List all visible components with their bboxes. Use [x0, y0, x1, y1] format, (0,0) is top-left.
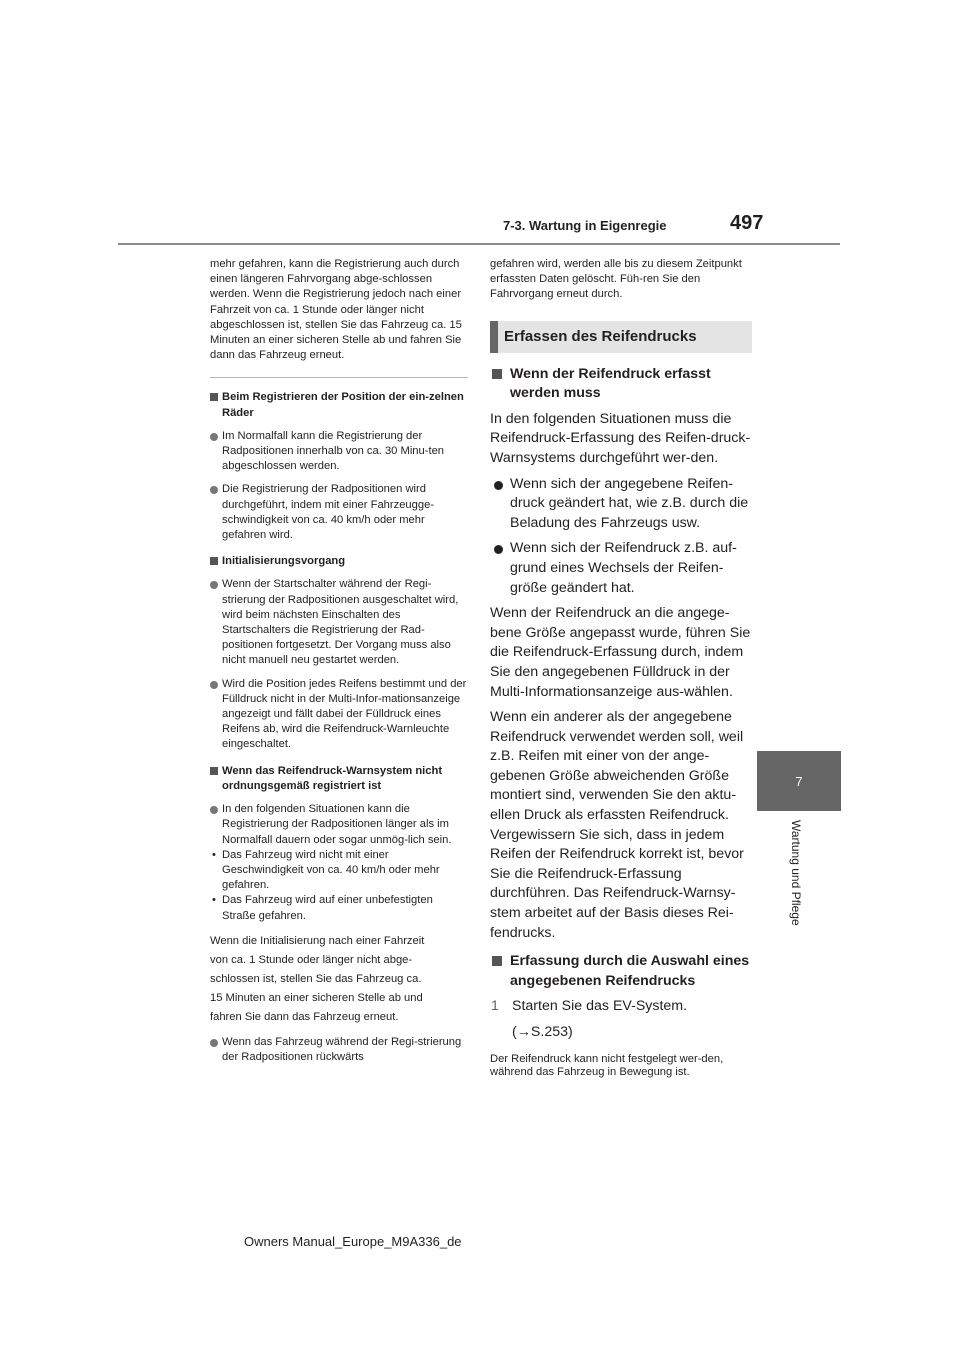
section-divider: [210, 377, 468, 378]
list-item: In den folgenden Situationen kann die Registrierung der Radpositionen länger als im Normalfall dauern oder sogar unmög-lich sein.: [210, 802, 468, 848]
text-line: von ca. 1 Stunde oder länger nicht abge-: [210, 953, 413, 966]
list-item: Wenn sich der angegebene Reifen-druck geändert hat, wie z.B. durch die Beladung des Fahrzeugs usw.: [490, 475, 752, 534]
subheading-selection: Erfassung durch die Auswahl eines angegebenen Reifendrucks: [490, 952, 752, 991]
section-header-title: 7-3. Wartung in Eigenregie: [503, 218, 667, 233]
square-bullet-icon: [492, 956, 502, 966]
chapter-number: 7: [795, 773, 803, 789]
round-bullet-icon: [210, 806, 218, 814]
round-bullet-icon: [210, 681, 218, 689]
body-paragraph: In den folgenden Situationen muss die Reifendruck-Erfassung des Reifen-druck-Warnsystems durchgeführt wer-den.: [490, 410, 751, 466]
body-paragraph: Wenn ein anderer als der angegebene Reifendruck verwendet werden soll, weil z.B. Reifen mit einer von der ange-gebenen Größe abweichenden Größe montiert sind, verwenden Sie den aktu-ellen Druck als erfassten Reifendruck. Vergewissern Sie sich, dass in jedem Reifen der Reifendruck korrekt ist, bevor Sie die Reifendruck-Erfassung durchführen. Das Reifendruck-Warnsy-stem arbeitet auf der Basis dieses Rei-fendrucks.: [490, 709, 744, 941]
text-line: Wenn die Initialisierung nach einer Fahrzeit: [210, 934, 425, 947]
text-line: schlossen ist, stellen Sie das Fahrzeug ca.: [210, 972, 422, 985]
subheading-wheel-registration: Beim Registrieren der Position der ein-zelnen Räder: [210, 390, 468, 420]
section-title-box: [490, 321, 752, 353]
intro-paragraph: mehr gefahren, kann die Registrierung auch durch einen längeren Fahrvorgang abge-schlossen werden. Wenn die Registrierung jedoch nach einer Fahrzeit von ca. 1 Stunde oder länger nicht abgeschlossen ist, stellen Sie das Fahrzeug ca. 15 Minuten an einer sicheren Stelle ab und fahren Sie dann das Fahrzeug erneut.: [210, 258, 462, 362]
list-item: Im Normalfall kann die Registrierung der Radpositionen innerhalb von ca. 30 Minu-ten abgeschlossen werden.: [210, 429, 468, 475]
footer-document-id: Owners Manual_Europe_M9A336_de: [244, 1234, 462, 1249]
round-bullet-icon: [494, 481, 503, 490]
text-line: 15 Minuten an einer sicheren Stelle ab und: [210, 991, 423, 1004]
chapter-tab[interactable]: [757, 751, 841, 811]
list-item: Die Registrierung der Radpositionen wird durchgeführt, indem mit einer Fahrzeugge-schwindigkeit von ca. 40 km/h oder mehr gefahren wird.: [210, 482, 468, 543]
square-bullet-icon: [492, 369, 502, 379]
step-number: 1: [491, 998, 499, 1015]
square-bullet-icon: [210, 767, 218, 775]
page-reference-link[interactable]: (→S.253): [512, 1024, 573, 1041]
square-bullet-icon: [210, 393, 218, 401]
round-bullet-icon: [210, 1039, 218, 1047]
right-column: [490, 257, 752, 1080]
text-line: fahren Sie dann das Fahrzeug erneut.: [210, 1010, 399, 1023]
header-divider: [118, 243, 840, 245]
left-column: [210, 257, 468, 1065]
round-bullet-icon: [494, 545, 503, 554]
continuation-paragraph: gefahren wird, werden alle bis zu diesem Zeitpunkt erfassten Daten gelöscht. Füh-ren Sie den Fahrvorgang erneut durch.: [490, 258, 742, 301]
body-paragraph: Wenn der Reifendruck an die angege-bene Größe angepasst wurde, führen Sie die Reifendruck-Erfassung durch, indem Sie den angegebenen Fülldruck in der Multi-Informationsanzeige aus-wählen.: [490, 605, 751, 700]
step-item: 1 Starten Sie das EV-System.: [490, 997, 752, 1017]
note-paragraph: Der Reifendruck kann nicht festgelegt wer-den, während das Fahrzeug in Bewegung ist.: [490, 1052, 724, 1079]
page-number: 497: [730, 212, 764, 234]
square-bullet-icon: [210, 557, 218, 565]
round-bullet-icon: [210, 433, 218, 441]
round-bullet-icon: [210, 486, 218, 494]
section-title: Erfassen des Reifendrucks: [504, 328, 697, 346]
list-item: Wenn der Startschalter während der Regi-strierung der Radpositionen ausgeschaltet wird, wird beim nächsten Einschalten des Startschalters die Registrierung der Rad-positionen fortgesetzt. Der Vorgang muss also nicht manuell neu gestartet werden.: [210, 577, 468, 668]
list-item: Wird die Position jedes Reifens bestimmt und der Fülldruck nicht in der Multi-Infor-mationsanzeige angezeigt und fällt dabei der Fülldruck eines Reifens ab, wird die Reifendruck-Warnleuchte eingeschaltet.: [210, 677, 468, 753]
chapter-side-label: Wartung und Pflege: [789, 820, 803, 926]
list-item: • Das Fahrzeug wird nicht mit einer Geschwindigkeit von ca. 40 km/h oder mehr gefahren.: [212, 848, 440, 892]
list-item: Wenn sich der Reifendruck z.B. auf-grund eines Wechsels der Reifen-größe geändert hat.: [490, 539, 752, 598]
subheading-not-registered: Wenn das Reifendruck-Warnsystem nicht ordnungsgemäß registriert ist: [210, 764, 468, 794]
round-bullet-icon: [210, 581, 218, 589]
initialization-paragraph: [210, 932, 468, 1027]
subheading-when-required: Wenn der Reifendruck erfasst werden muss: [490, 365, 752, 404]
list-item: • Das Fahrzeug wird auf einer unbefestigten Straße gefahren.: [212, 894, 433, 922]
list-item: Wenn das Fahrzeug während der Regi-strierung der Radpositionen rückwärts: [210, 1035, 468, 1065]
subheading-initialization: Initialisierungsvorgang: [210, 554, 468, 569]
